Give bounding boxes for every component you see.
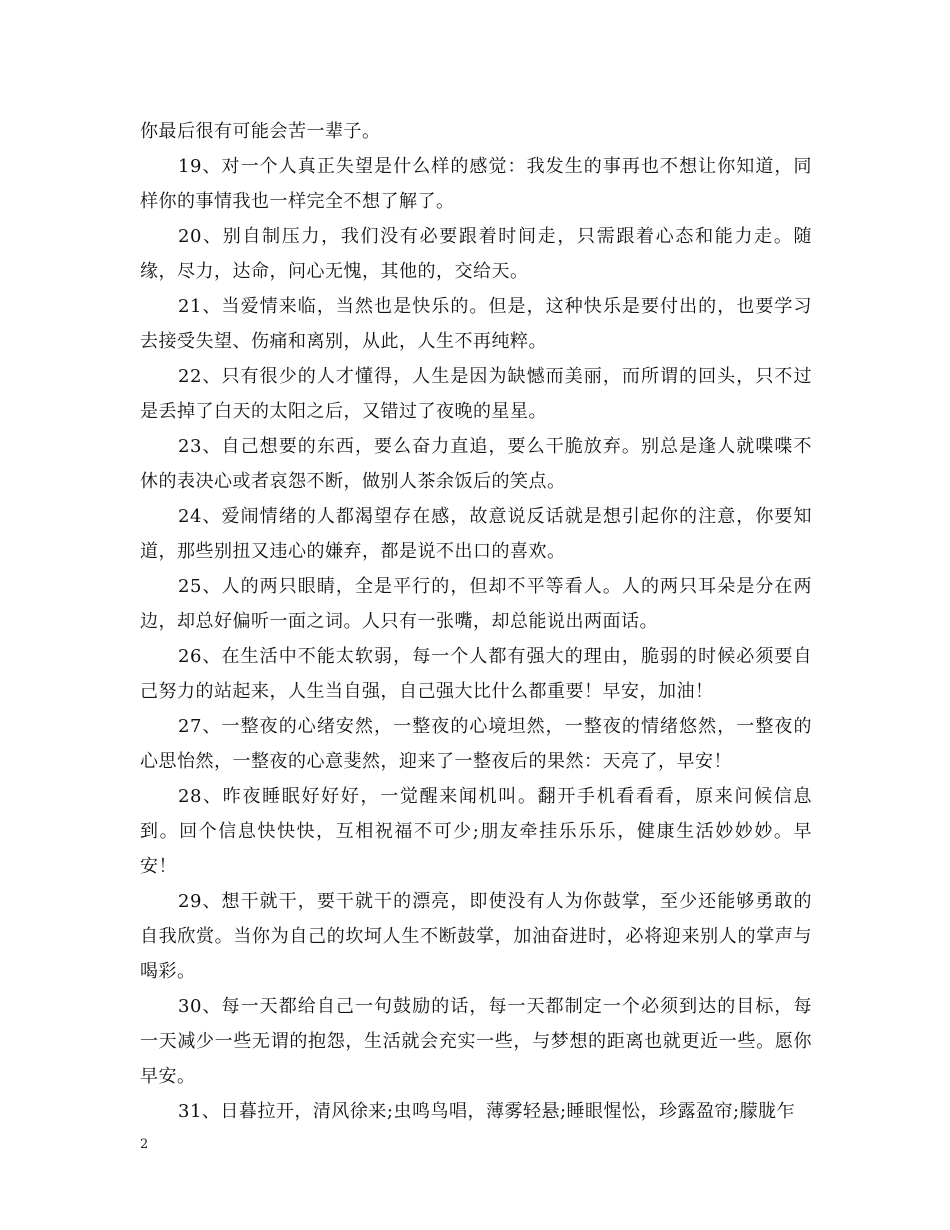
paragraph: 22、只有很少的人才懂得，人生是因为缺憾而美丽，而所谓的回头，只不过是丢掉了白天的太阳之后，又错过了夜晚的星星。 [140, 366, 812, 422]
paragraph: 你最后很有可能会苦一辈子。 [140, 121, 381, 142]
paragraph: 24、爱闹情绪的人都渴望存在感，故意说反话就是想引起你的注意，你要知道，那些别扭又违心的嫌弃，都是说不出口的喜欢。 [140, 506, 812, 562]
paragraph: 28、昨夜睡眠好好好，一觉醒来闻机叫。翻开手机看看看，原来问候信息到。回个信息快快快，互相祝福不可少;朋友牵挂乐乐乐，健康生活妙妙妙。早安！ [140, 786, 812, 877]
paragraph: 23、自己想要的东西，要么奋力直追，要么干脆放弃。别总是逢人就喋喋不休的表决心或者哀怨不断，做别人茶余饭后的笑点。 [140, 436, 812, 492]
paragraph: 19、对一个人真正失望是什么样的感觉：我发生的事再也不想让你知道，同样你的事情我也一样完全不想了解了。 [140, 156, 812, 212]
paragraph: 25、人的两只眼睛，全是平行的，但却不平等看人。人的两只耳朵是分在两边，却总好偏听一面之词。人只有一张嘴，却总能说出两面话。 [140, 576, 812, 632]
paragraph: 21、当爱情来临，当然也是快乐的。但是，这种快乐是要付出的，也要学习去接受失望、伤痛和离别，从此，人生不再纯粹。 [140, 296, 812, 352]
paragraph: 29、想干就干，要干就干的漂亮，即使没有人为你鼓掌，至少还能够勇敢的自我欣赏。当你为自己的坎坷人生不断鼓掌，加油奋进时，必将迎来别人的掌声与喝彩。 [140, 891, 812, 982]
document-body [140, 114, 812, 1129]
paragraph: 20、别自制压力，我们没有必要跟着时间走，只需跟着心态和能力走。随缘，尽力，达命，问心无愧，其他的，交给天。 [140, 226, 812, 282]
paragraph: 26、在生活中不能太软弱，每一个人都有强大的理由，脆弱的时候必须要自己努力的站起来，人生当自强，自己强大比什么都重要！早安，加油！ [140, 646, 812, 702]
paragraph: 31、日暮拉开，清风徐来;虫鸣鸟唱，薄雾轻悬;睡眼惺忪，珍露盈帘;朦胧乍 [178, 1101, 796, 1122]
paragraph: 27、一整夜的心绪安然，一整夜的心境坦然，一整夜的情绪悠然，一整夜的心思怡然，一整夜的心意斐然，迎来了一整夜后的果然：天亮了，早安！ [140, 716, 812, 772]
page-number: 2 [140, 1137, 149, 1152]
paragraph: 30、每一天都给自己一句鼓励的话，每一天都制定一个必须到达的目标，每一天减少一些无谓的抱怨，生活就会充实一些，与梦想的距离也就更近一些。愿你早安。 [140, 996, 812, 1087]
